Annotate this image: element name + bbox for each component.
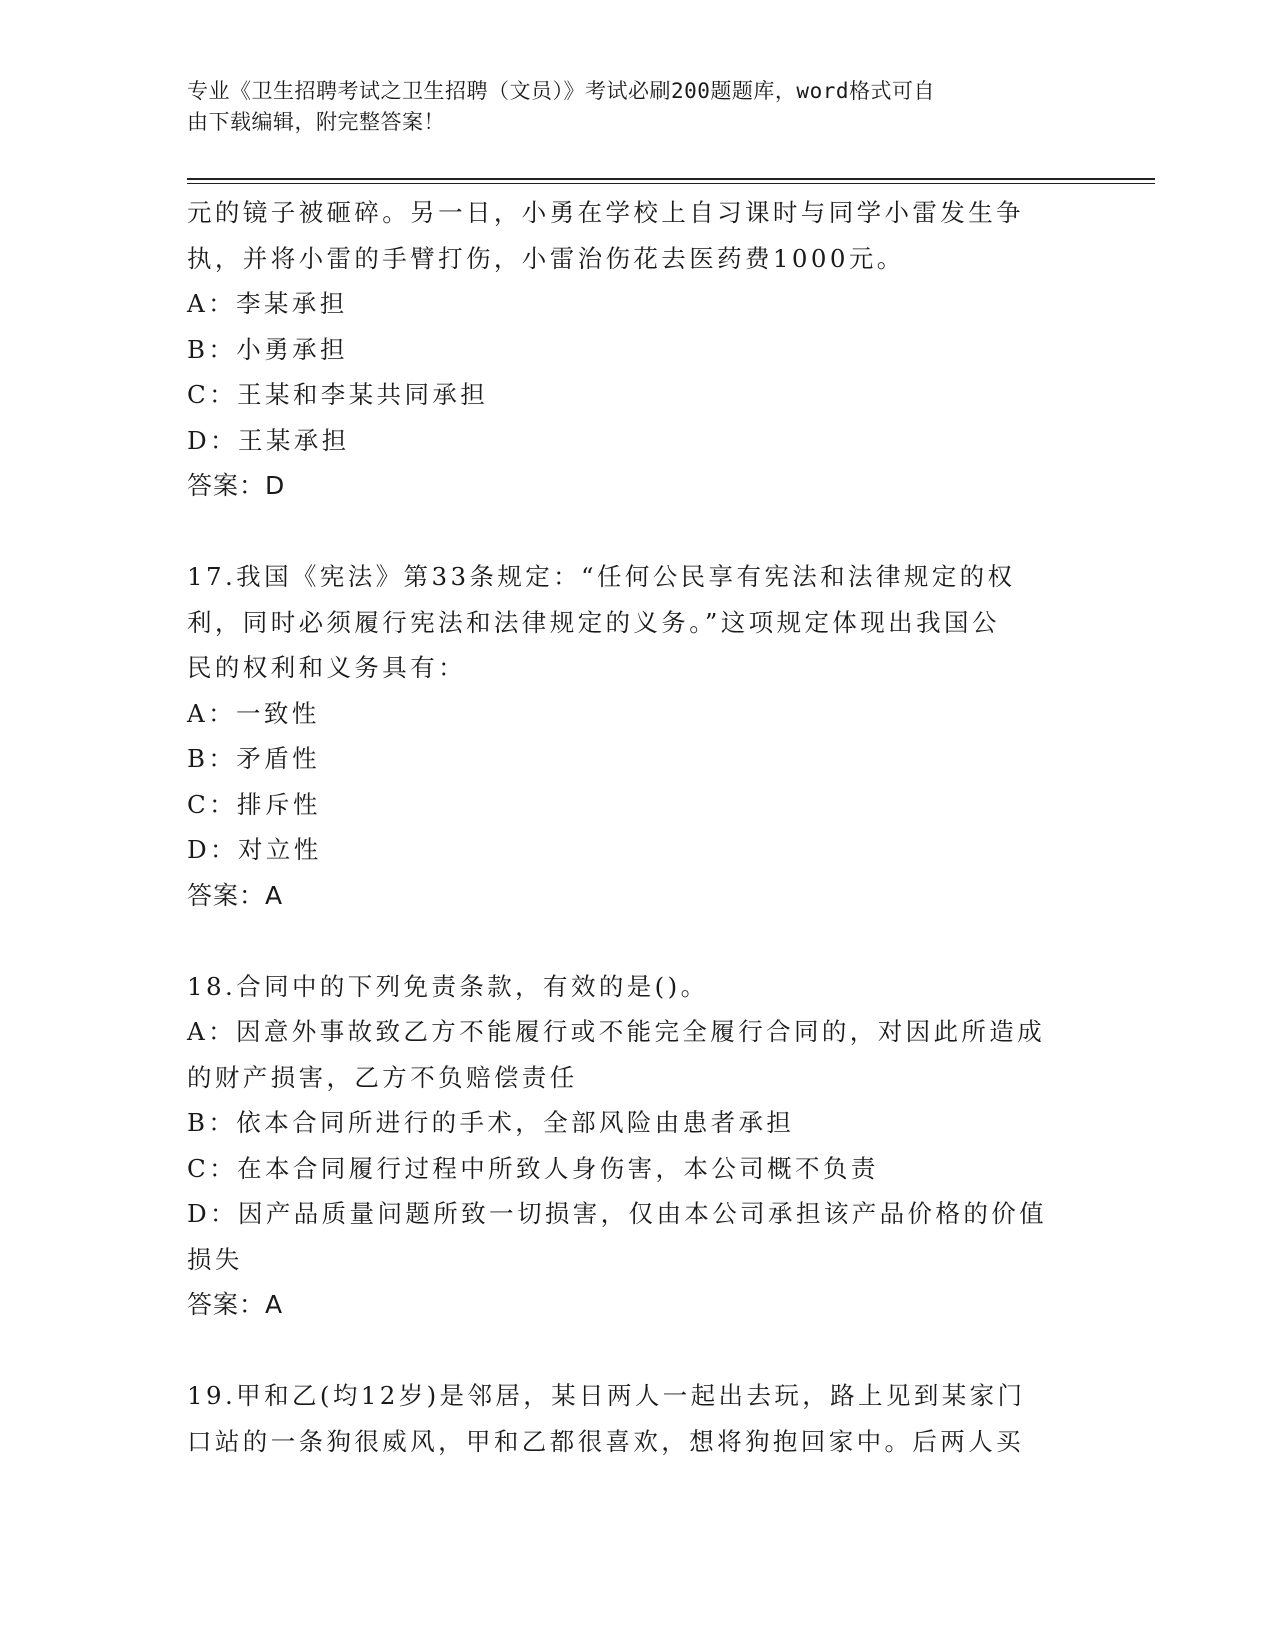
option-b: B：依本合同所进行的手术，全部风险由患者承担 <box>187 1108 795 1137</box>
question-18 <box>187 964 1087 1328</box>
option-d: D：王某承担 <box>187 425 350 455</box>
question-stem: 17.我国《宪法》第33条规定：“任何公民享有宪法和法律规定的权 <box>187 562 1016 591</box>
option-d-continued: 损失 <box>187 1244 243 1274</box>
option-c: C：排斥性 <box>187 789 321 819</box>
option-a: A：一致性 <box>187 698 320 728</box>
question-stem: 口站的一条狗很威风，甲和乙都很喜欢，想将狗抱回家中。后两人买 <box>187 1426 1024 1456</box>
header-divider-thick <box>187 178 1155 180</box>
question-stem: 19.甲和乙(均12岁)是邻居，某日两人一起出去玩，路上见到某家门 <box>187 1381 1026 1410</box>
option-c: C：王某和李某共同承担 <box>187 380 489 409</box>
answer: 答案：A <box>187 1290 284 1319</box>
question-stem: 18.合同中的下列免责条款，有效的是()。 <box>187 971 709 1001</box>
option-b: B：矛盾性 <box>187 744 321 773</box>
page-header <box>187 76 1067 138</box>
header-title-line-2: 由下载编辑，附完整答案！ <box>187 110 445 134</box>
option-c: C：在本合同履行过程中所致人身伤害，本公司概不负责 <box>187 1153 879 1183</box>
question-19 <box>187 1373 1087 1464</box>
question-17 <box>187 554 1087 918</box>
option-a-continued: 的财产损害，乙方不负赔偿责任 <box>187 1062 578 1092</box>
header-divider-thin <box>187 183 1155 184</box>
question-16 <box>187 190 1087 509</box>
spacer <box>187 918 1087 964</box>
question-stem: 利，同时必须履行宪法和法律规定的义务。”这项规定体现出我国公 <box>187 607 1000 637</box>
option-d: D：对立性 <box>187 835 322 864</box>
answer: 答案：D <box>187 471 286 500</box>
header-title-line-1: 专业《卫生招聘考试之卫生招聘（文员）》考试必刷200题题库，word格式可自 <box>187 79 935 103</box>
question-stem: 元的镜子被砸碎。另一日，小勇在学校上自习课时与同学小雷发生争 <box>187 198 1024 227</box>
option-a: A：李某承担 <box>187 289 348 318</box>
option-b: B：小勇承担 <box>187 334 348 364</box>
option-a: A：因意外事故致乙方不能履行或不能完全履行合同的，对因此所造成 <box>187 1017 1046 1046</box>
spacer <box>187 1328 1087 1374</box>
spacer <box>187 509 1087 555</box>
option-d: D：因产品质量问题所致一切损害，仅由本公司承担该产品价格的价值 <box>187 1199 1048 1228</box>
document-body <box>187 190 1087 1464</box>
answer: 答案：A <box>187 880 284 910</box>
question-stem: 执，并将小雷的手臂打伤，小雷治伤花去医药费1000元。 <box>187 243 905 273</box>
question-stem: 民的权利和义务具有： <box>187 653 466 682</box>
